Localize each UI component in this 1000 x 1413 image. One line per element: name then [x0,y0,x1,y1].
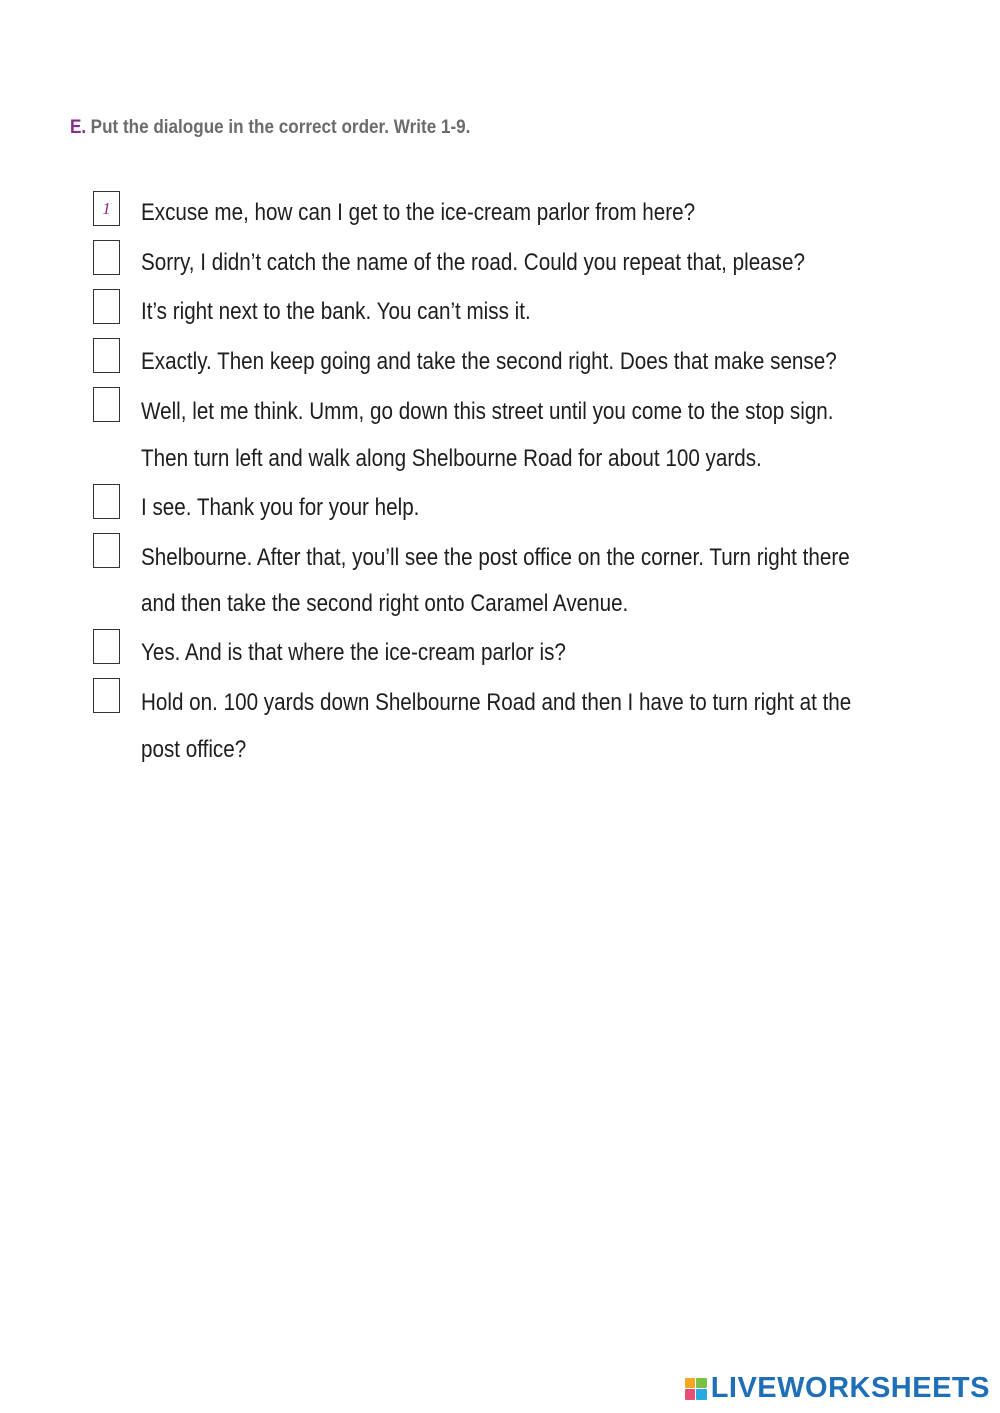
dialogue-line: I see. Thank you for your help. [141,494,420,521]
answer-box-2[interactable] [93,240,120,275]
answer-box-5[interactable] [93,387,120,422]
dialogue-line: Excuse me, how can I get to the ice-cream parlor from here? [141,199,696,226]
dialogue-line: Sorry, I didn’t catch the name of the road. Could you repeat that, please? [141,249,805,276]
watermark-text: LIVEWORKSHEETS [710,1372,990,1404]
dialogue-line: Yes. And is that where the ice-cream parlor is? [141,639,566,666]
liveworksheets-logo-icon [685,1378,707,1400]
answer-box-7[interactable] [93,533,120,568]
answer-box-6[interactable] [93,484,120,519]
liveworksheets-watermark [685,1372,990,1405]
dialogue-line: Exactly. Then keep going and take the second right. Does that make sense? [141,348,837,375]
exercise-letter: E. [70,117,87,138]
answer-box-9[interactable] [93,678,120,713]
dialogue-line: and then take the second right onto Caramel Avenue. [141,590,629,617]
dialogue-line: Shelbourne. After that, you’ll see the post office on the corner. Turn right there [141,544,850,571]
instruction-text: Put the dialogue in the correct order. Write 1-9. [90,117,471,138]
answer-box-1[interactable]: 1 [93,191,120,226]
answer-box-8[interactable] [93,629,120,664]
answer-box-4[interactable] [93,338,120,373]
dialogue-line: Well, let me think. Umm, go down this street until you come to the stop sign. [141,398,834,425]
exercise-instruction [70,117,470,139]
dialogue-line: It’s right next to the bank. You can’t miss it. [141,298,531,325]
answer-box-3[interactable] [93,289,120,324]
dialogue-line: Hold on. 100 yards down Shelbourne Road and then I have to turn right at the [141,689,852,716]
dialogue-line: Then turn left and walk along Shelbourne Road for about 100 yards. [141,445,762,472]
dialogue-line: post office? [141,736,247,763]
